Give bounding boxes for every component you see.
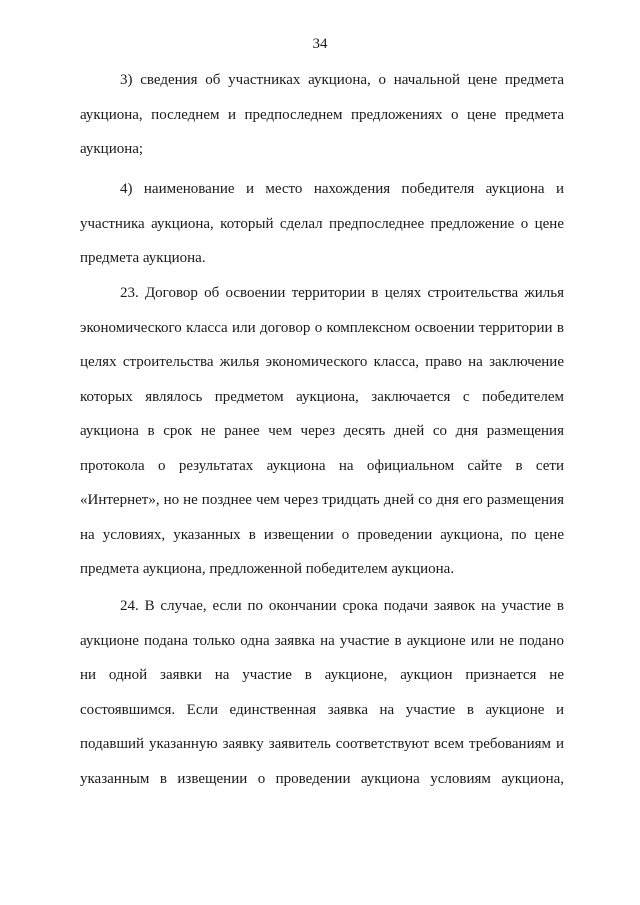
paragraph-text: 4) наименование и место нахождения победителя аукциона и участника аукциона, который сделал предпоследнее предложение о цене предмета аукциона. xyxy=(80,181,564,266)
paragraph-text: 3) сведения об участниках аукциона, о начальной цене предмета аукциона, последнем и предпоследнем предложениях о цене предмета аукциона; xyxy=(80,72,564,157)
paragraph-text: 24. В случае, если по окончании срока подачи заявок на участие в аукционе подана только одна заявка на участие в аукционе или не подано ни одной заявки на участие в аукционе, аукцион признается не состоявшимся. Если единственная заявка на участие в аукционе и подавший указанную заявку заявитель соответствуют всем требованиям и указанным в извещении о проведении аукциона условиям аукциона, xyxy=(80,598,564,787)
paragraph-clause-23 xyxy=(80,276,564,587)
page-number: 34 xyxy=(312,36,328,52)
paragraph-item-4 xyxy=(80,172,564,276)
paragraph-clause-24 xyxy=(80,589,564,796)
paragraph-item-3 xyxy=(80,63,564,167)
paragraph-text: 23. Договор об освоении территории в целях строительства жилья экономического класса или договор о комплексном освоении территории в целях строительства жилья экономического класса, право на заключение которых являлось предметом аукциона, заключается с победителем аукциона в срок не ранее чем через десять дней со дня размещения протокола о результатах аукциона на официальном сайте в сети «Интернет», но не позднее чем через тридцать дней со дня его размещения на условиях, указанных в извещении о проведении аукциона, по цене предмета аукциона, предложенной победителем аукциона. xyxy=(80,285,564,577)
